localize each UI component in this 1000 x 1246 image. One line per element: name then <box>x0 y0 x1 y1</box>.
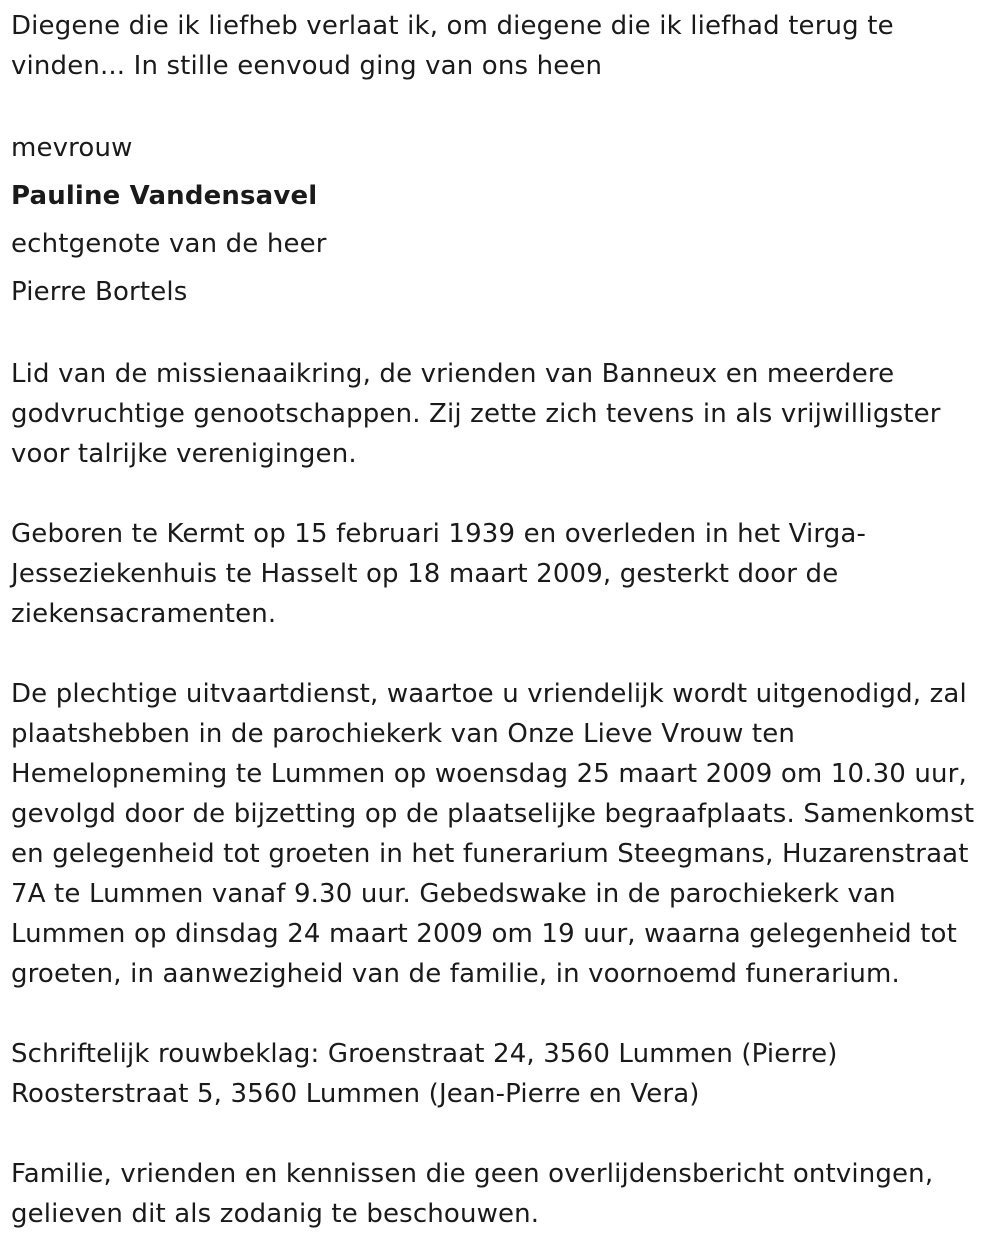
birth-death-line: ziekensacramenten. <box>11 599 277 629</box>
closing-line: Familie, vrienden en kennissen die geen overlijdensbericht ontvingen, <box>11 1159 934 1189</box>
opening-line: Diegene die ik liefheb verlaat ik, om diegene die ik liefhad terug te <box>11 11 894 41</box>
funeral-line: Lummen op dinsdag 24 maart 2009 om 19 uur, waarna gelegenheid tot <box>11 919 957 949</box>
closing-line: gelieven dit als zodanig te beschouwen. <box>11 1199 540 1229</box>
membership-line: voor talrijke verenigingen. <box>11 439 357 469</box>
condolences-line: Schriftelijk rouwbeklag: Groenstraat 24, 3560 Lummen (Pierre) <box>11 1039 838 1069</box>
funeral-line: 7A te Lummen vanaf 9.30 uur. Gebedswake in de parochiekerk van <box>11 879 896 909</box>
funeral-line: plaatshebben in de parochiekerk van Onze Lieve Vrouw ten <box>11 719 796 749</box>
deceased-title: mevrouw <box>11 133 133 163</box>
opening-paragraph <box>11 6 990 86</box>
opening-line: vinden... In stille eenvoud ging van ons heen <box>11 51 603 81</box>
funeral-line: en gelegenheid tot groeten in het funerarium Steegmans, Huzarenstraat <box>11 839 969 869</box>
birth-death-line: Geboren te Kermt op 15 februari 1939 en overleden in het Virga- <box>11 519 867 549</box>
condolences-paragraph <box>11 1034 990 1114</box>
membership-line: godvruchtige genootschappen. Zij zette zich tevens in als vrijwilligster <box>11 399 941 429</box>
closing-paragraph <box>11 1154 990 1234</box>
condolences-line: Roosterstraat 5, 3560 Lummen (Jean-Pierre en Vera) <box>11 1079 700 1109</box>
deceased-name: Pauline Vandensavel <box>11 181 318 211</box>
membership-line: Lid van de missienaaikring, de vrienden van Banneux en meerdere <box>11 359 895 389</box>
funeral-paragraph <box>11 674 990 994</box>
funeral-line: De plechtige uitvaartdienst, waartoe u vriendelijk wordt uitgenodigd, zal <box>11 679 967 709</box>
deceased-block <box>11 124 990 316</box>
membership-paragraph <box>11 354 990 474</box>
spouse-name: Pierre Bortels <box>11 277 188 307</box>
funeral-line: Hemelopneming te Lummen op woensdag 25 maart 2009 om 10.30 uur, <box>11 759 967 789</box>
birth-death-paragraph <box>11 514 990 634</box>
birth-death-line: Jesseziekenhuis te Hasselt op 18 maart 2009, gesterkt door de <box>11 559 839 589</box>
funeral-line: gevolgd door de bijzetting op de plaatselijke begraafplaats. Samenkomst <box>11 799 975 829</box>
funeral-line: groeten, in aanwezigheid van de familie, in voornoemd funerarium. <box>11 959 900 989</box>
deceased-relation: echtgenote van de heer <box>11 229 327 259</box>
